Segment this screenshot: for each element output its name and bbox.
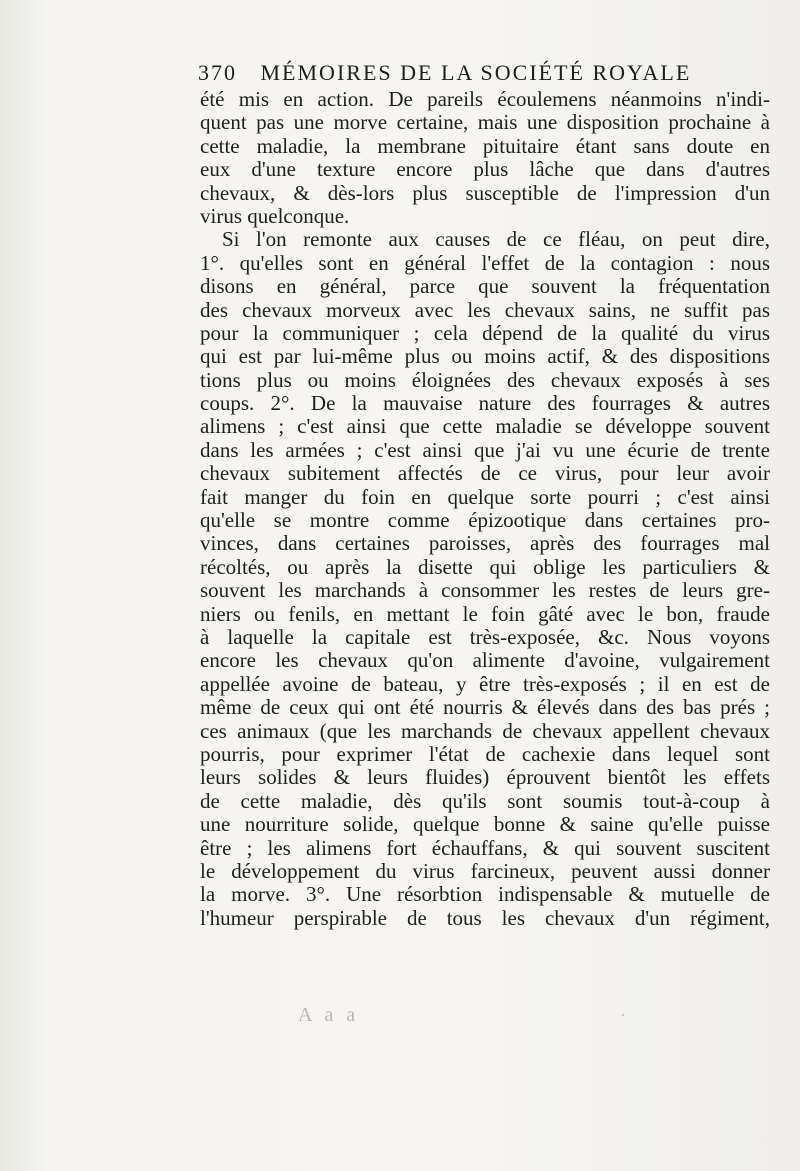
text-line: récoltés, ou après la disette qui oblige les particuliers & xyxy=(200,555,770,579)
signature-mark: A a a xyxy=(298,1004,360,1026)
text-line: même de ceux qui ont été nourris & élevés dans des bas prés ; xyxy=(200,696,770,720)
text-line: une nourriture solide, quelque bonne & saine qu'elle puisse xyxy=(200,813,770,837)
text-line: quent pas une morve certaine, mais une disposition prochaine à xyxy=(200,111,770,135)
text-line: vinces, dans certaines paroisses, après des fourrages mal xyxy=(200,532,770,556)
text-line: dans les armées ; c'est ainsi que j'ai vu une écurie de trente xyxy=(200,438,770,462)
text-line: pour la communiquer ; cela dépend de la qualité du virus xyxy=(200,321,770,345)
text-line: cette maladie, la membrane pituitaire étant sans doute en xyxy=(200,134,770,158)
text-line: être ; les alimens fort échauffans, & qui souvent suscitent xyxy=(200,836,770,860)
text-line: des chevaux morveux avec les chevaux sains, ne suffit pas xyxy=(200,298,770,322)
text-line: été mis en action. De pareils écoulemens néanmoins n'indi- xyxy=(200,88,770,111)
text-line: à laquelle la capitale est très-exposée, &c. Nous voyons xyxy=(200,625,770,649)
text-line: 1°. qu'elles sont en général l'effet de la contagion : nous xyxy=(200,251,770,275)
text-line: la morve. 3°. Une résorbtion indispensable & mutuelle de xyxy=(200,883,770,907)
running-title: MÉMOIRES DE LA SOCIÉTÉ ROYALE xyxy=(260,60,692,85)
text-line: de cette maladie, dès qu'ils sont soumis tout-à-coup à xyxy=(200,789,770,813)
page-number: 370 xyxy=(198,60,237,85)
body-text xyxy=(200,88,770,930)
text-line: niers ou fenils, en mettant le foin gâté avec le bon, fraude xyxy=(200,602,770,626)
text-line: coups. 2°. De la mauvaise nature des fourrages & autres xyxy=(200,392,770,416)
text-line: Si l'on remonte aux causes de ce fléau, on peut dire, xyxy=(222,228,770,252)
text-line: appellée avoine de bateau, y être très-exposés ; il en est de xyxy=(200,672,770,696)
text-line: eux d'une texture encore plus lâche que dans d'autres xyxy=(200,158,770,182)
running-header xyxy=(198,60,758,90)
text-line: leurs solides & leurs fluides) éprouvent bientôt les effets xyxy=(200,766,770,790)
text-line: fait manger du foin en quelque sorte pourri ; c'est ainsi xyxy=(200,485,770,509)
text-line: ces animaux (que les marchands de chevaux appellent chevaux xyxy=(200,719,770,743)
text-line: pourris, pour exprimer l'état de cachexie dans lequel sont xyxy=(200,742,770,766)
text-line: disons en général, parce que souvent la fréquentation xyxy=(200,275,770,299)
text-line: chevaux, & dès-lors plus susceptible de l'impression d'un xyxy=(200,181,770,205)
text-line: l'humeur perspirable de tous les chevaux d'un régiment, xyxy=(200,906,770,930)
text-line: encore les chevaux qu'on alimente d'avoine, vulgairement xyxy=(200,649,770,673)
text-line: virus quelconque. xyxy=(200,204,350,228)
text-line: tions plus ou moins éloignées des chevaux exposés à ses xyxy=(200,368,770,392)
text-line: chevaux subitement affectés de ce virus, pour leur avoir xyxy=(200,462,770,486)
text-line: qui est par lui-même plus ou moins actif, & des dispositions xyxy=(200,345,770,369)
text-line: alimens ; c'est ainsi que cette maladie se développe souvent xyxy=(200,415,770,439)
text-line: le développement du virus farcineux, peuvent aussi donner xyxy=(200,859,770,883)
bleed-through-mark: · xyxy=(620,1005,626,1025)
text-line: souvent les marchands à consommer les restes de leurs gre- xyxy=(200,579,770,603)
text-line: qu'elle se montre comme épizootique dans certaines pro- xyxy=(200,509,770,533)
